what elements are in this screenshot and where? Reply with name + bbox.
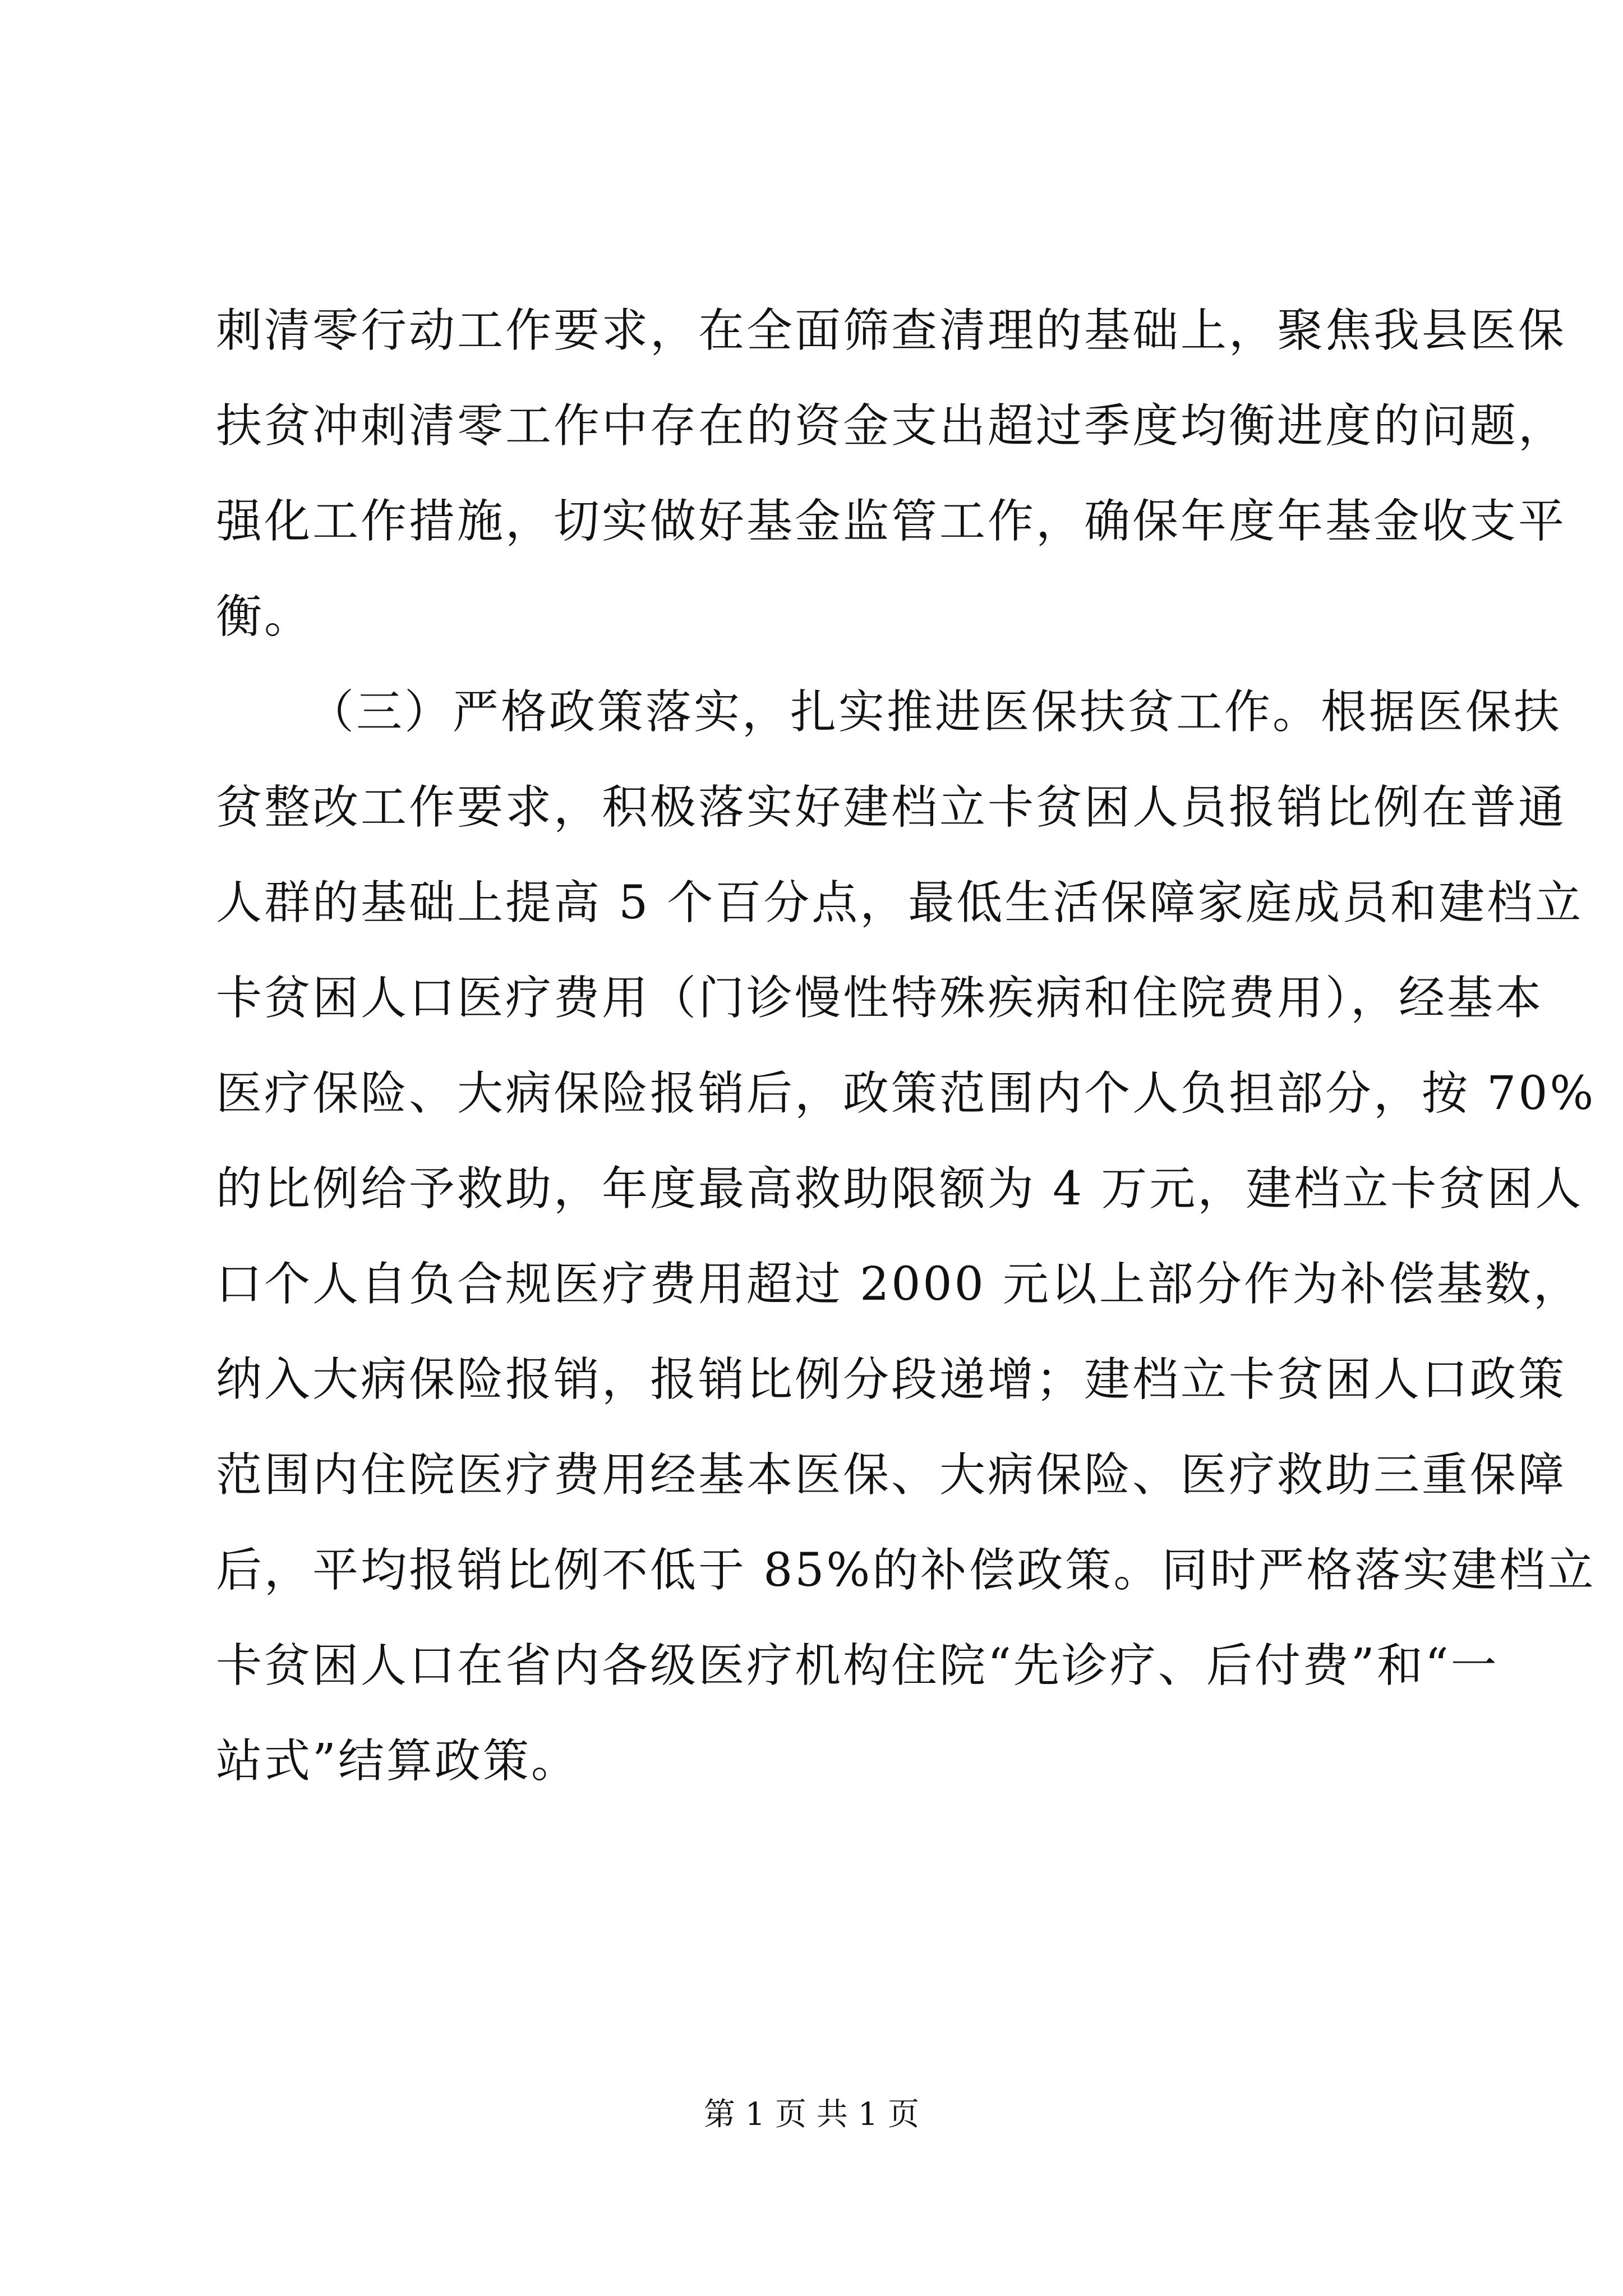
document-body — [216, 283, 1596, 1809]
text-line: 贫整改工作要求，积极落实好建档立卡贫困人员报销比例在普通 — [216, 781, 1567, 834]
text-line: 范围内住院医疗费用经基本医保、大病保险、医疗救助三重保障 — [216, 1448, 1567, 1502]
paragraph-continuation — [216, 283, 1567, 665]
text-line: 卡贫困人口在省内各级医疗机构住院“先诊疗、后付费”和“一 — [216, 1639, 1499, 1692]
paragraph-section-three — [216, 665, 1596, 1809]
text-line: 人群的基础上提高 5 个百分点，最低生活保障家庭成员和建档立 — [216, 876, 1584, 930]
text-line: 医疗保险、大病保险报销后，政策范围内个人负担部分，按 70% — [216, 1067, 1596, 1120]
text-line: 衡。 — [216, 590, 313, 643]
page-number-footer: 第 1 页 共 1 页 — [703, 2096, 920, 2133]
text-line: 口个人自负合规医疗费用超过 2000 元以上部分作为补偿基数， — [216, 1258, 1581, 1311]
text-line: 后，平均报销比例不低于 85%的补偿政策。同时严格落实建档立 — [216, 1544, 1596, 1597]
text-line: 的比例给予救助，年度最高救助限额为 4 万元，建档立卡贫困人 — [216, 1162, 1584, 1216]
section-heading-line: （三）严格政策落实，扎实推进医保扶贫工作。根据医保扶 — [308, 685, 1562, 739]
text-line: 站式”结算政策。 — [216, 1734, 579, 1788]
text-line: 纳入大病保险报销，报销比例分段递增；建档立卡贫困人口政策 — [216, 1353, 1567, 1406]
text-line: 卡贫困人口医疗费用（门诊慢性特殊疾病和住院费用），经基本 — [216, 972, 1544, 1025]
text-line: 强化工作措施，切实做好基金监管工作，确保年度年基金收支平 — [216, 495, 1567, 548]
text-line: 扶贫冲刺清零工作中存在的资金支出超过季度均衡进度的问题， — [216, 399, 1567, 453]
text-line: 刺清零行动工作要求，在全面筛查清理的基础上，聚焦我县医保 — [216, 304, 1567, 357]
